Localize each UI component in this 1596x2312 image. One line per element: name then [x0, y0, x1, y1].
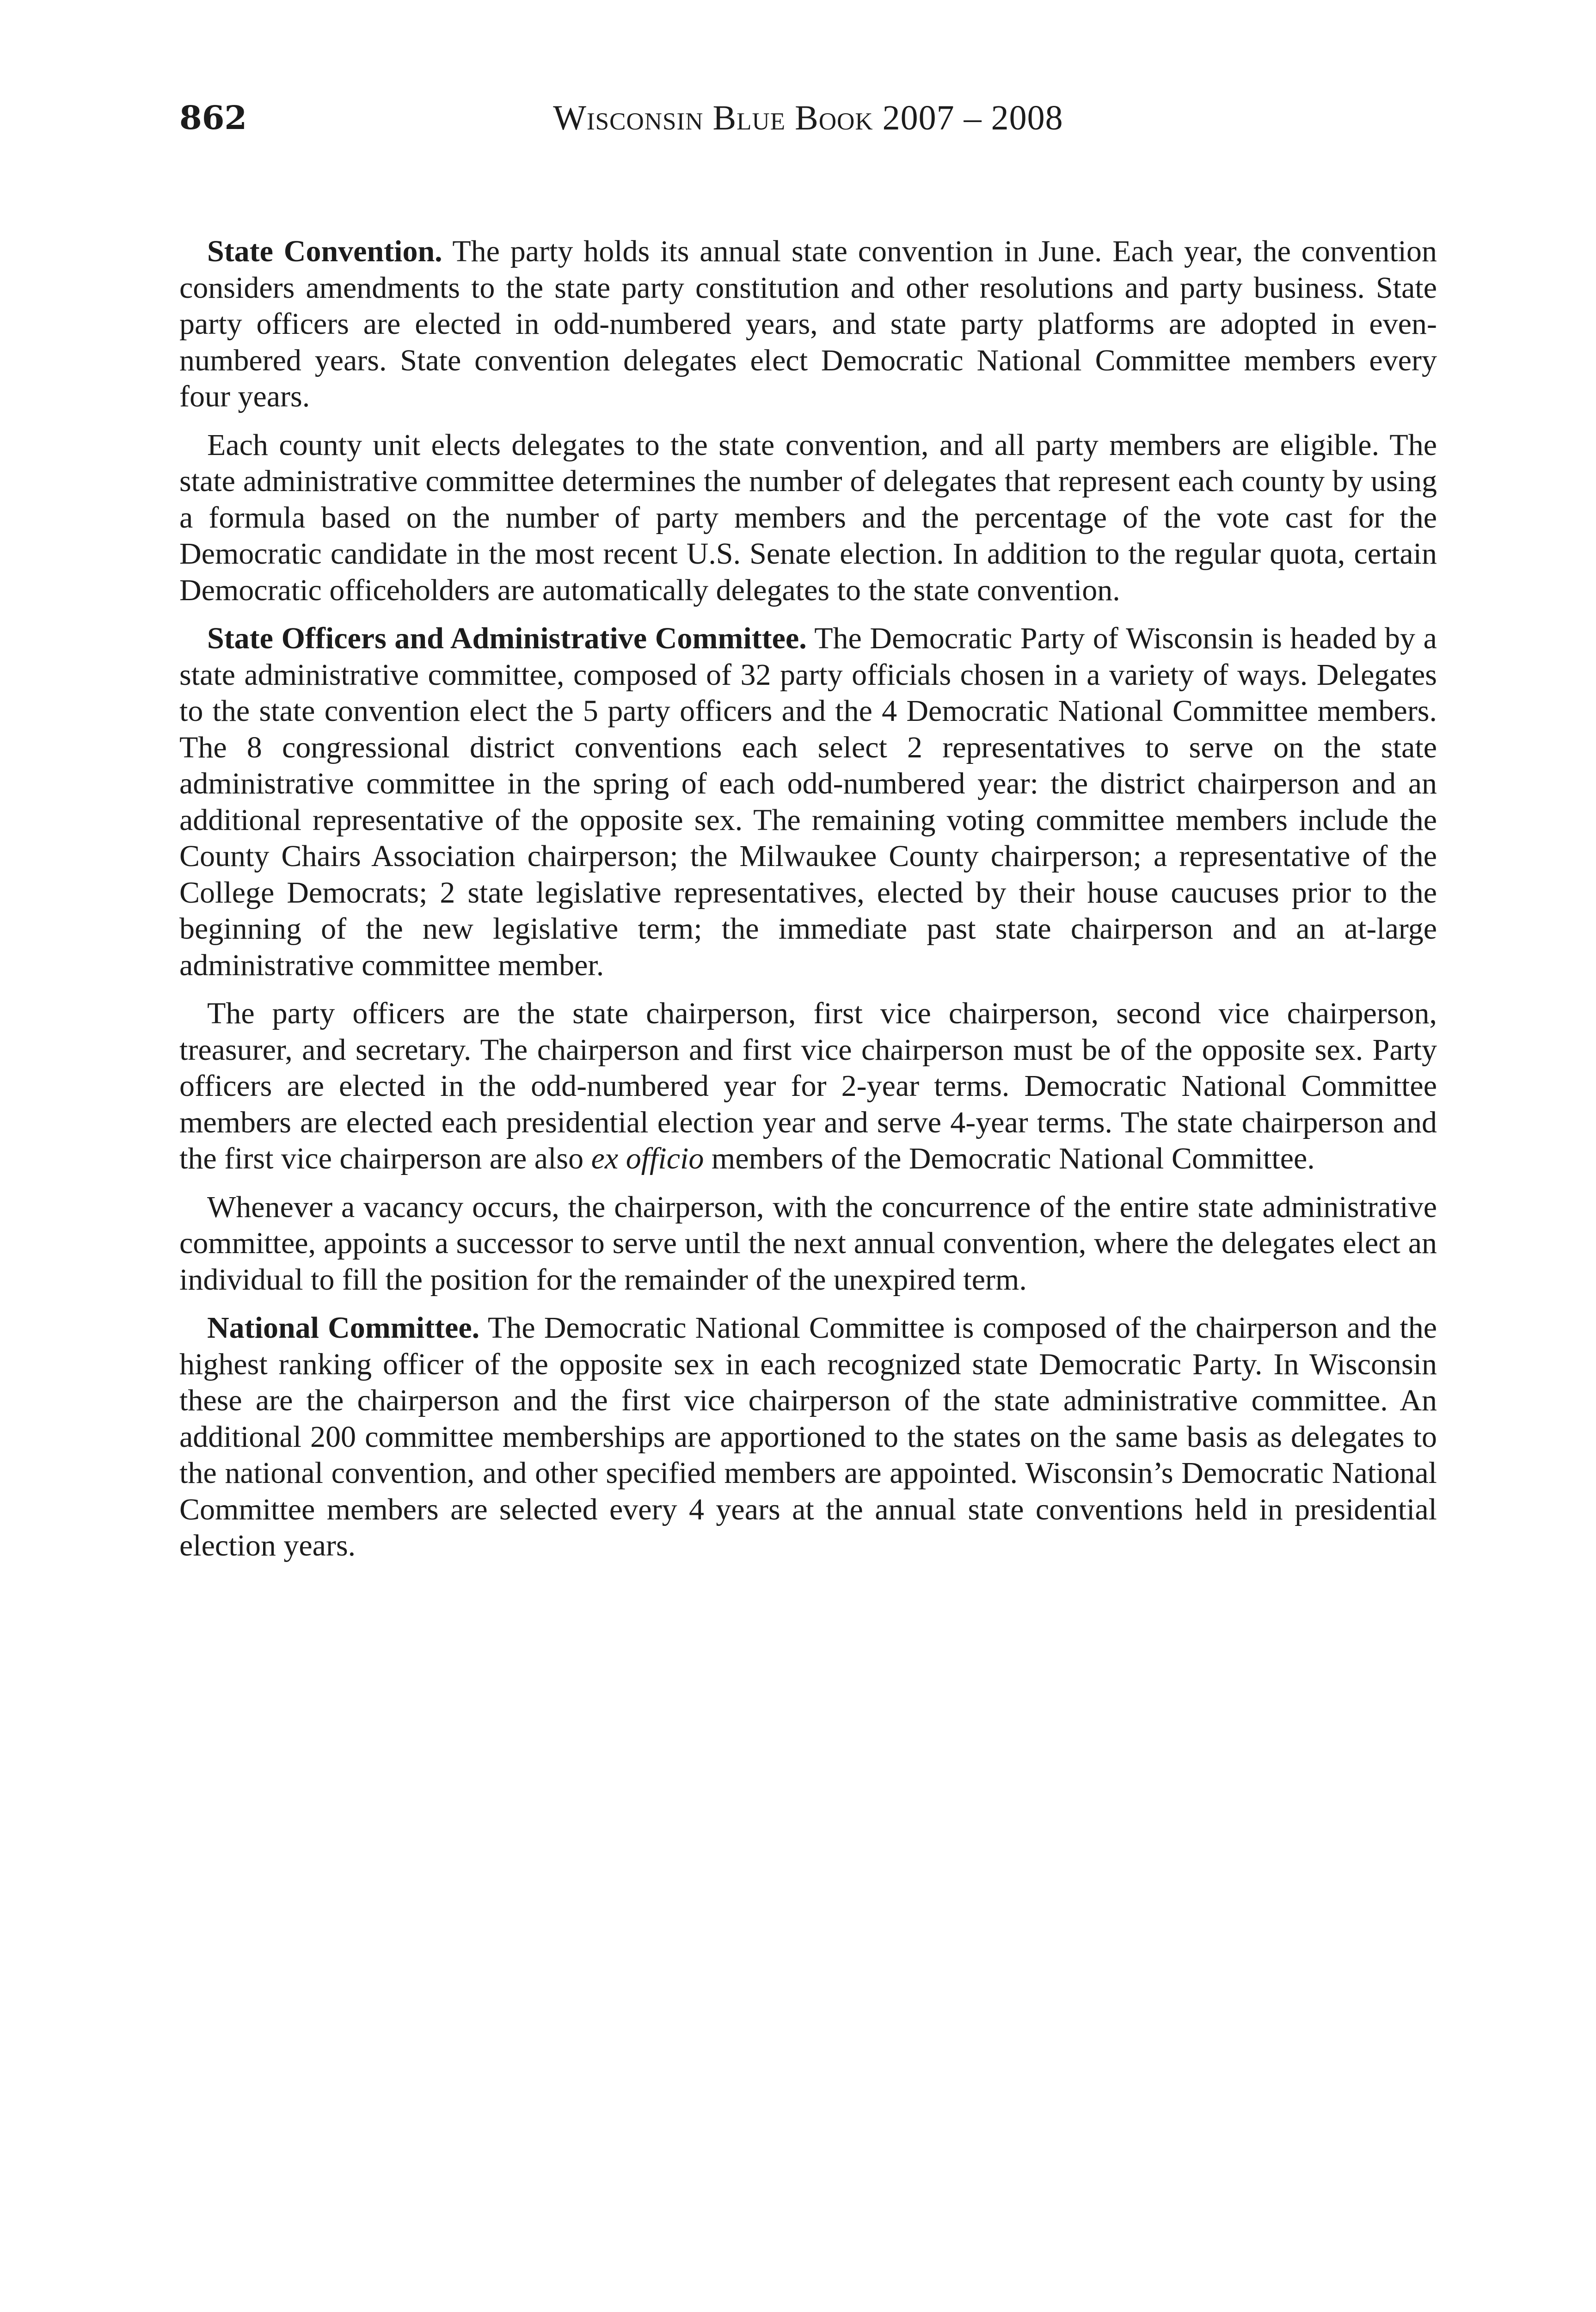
book-title: Wisconsin Blue Book 2007 – 2008: [553, 98, 1063, 137]
state-officers-paragraph: [179, 621, 1437, 984]
national-committee-paragraph: [179, 1310, 1437, 1564]
page-body: [179, 234, 1437, 1576]
party-officers-paragraph: [179, 996, 1437, 1177]
state-convention-heading: State Convention.: [207, 234, 442, 268]
state-convention-text: The party holds its annual state convention in June. Each year, the convention considers amendments to the state party constitution and other resolutions and party business. State party officers are elected in odd-numbered years, and state party platforms are adopted in even-numbered years. State convention delegates elect Democratic National Committee members every four years.: [179, 234, 1437, 413]
state-officers-text: The Democratic Party of Wisconsin is headed by a state administrative committee, composed of 32 party officials chosen in a variety of ways. Delegates to the state convention elect the 5 party officers and the 4 Democratic National Committee members. The 8 congressional district conventions each select 2 representatives to serve on the state administrative committee in the spring of each odd-numbered year: the district chairperson and an additional representative of the opposite sex. The remaining voting committee members include the County Chairs Association chairperson; the Milwaukee County chairperson; a representative of the College Democrats; 2 state legislative representatives, elected by their house caucuses prior to the beginning of the new legislative term; the immediate past state chairperson and an at-large administrative committee member.: [179, 621, 1437, 982]
vacancy-text: Whenever a vacancy occurs, the chairperson, with the concurrence of the entire state administrative committee, appoints a successor to serve until the next annual convention, where the delegates elect an individual to fill the position for the remainder of the unexpired term.: [179, 1190, 1437, 1297]
national-committee-text: The Democratic National Committee is composed of the chairperson and the highest ranking officer of the opposite sex in each recognized state Democratic Party. In Wisconsin these are the chairperson and the first vice chairperson of the state administrative committee. An additional 200 committee memberships are apportioned to the states on the same basis as delegates to the national convention, and other specified members are appointed. Wisconsin’s Democratic National Committee members are selected every 4 years at the annual state conventions held in presidential election years.: [179, 1311, 1437, 1562]
national-committee-heading: National Committee.: [207, 1311, 480, 1345]
state-convention-paragraph: [179, 234, 1437, 415]
vacancy-paragraph: [179, 1189, 1437, 1298]
running-head: [179, 95, 1437, 141]
ex-officio-term: ex officio: [591, 1142, 704, 1175]
party-officers-text-before: The party officers are the state chairperson, first vice chairperson, second vice chairperson, treasurer, and secretary. The chairperson and first vice chairperson must be of the opposite sex. Party officers are elected in the odd-numbered year for 2-year terms. Democratic National Committee members are elected each presidential election year and serve 4-year terms. The state chairperson and the first vice chairperson are also: [179, 996, 1437, 1175]
party-officers-text-after: members of the Democratic National Committee.: [704, 1142, 1315, 1175]
state-officers-heading: State Officers and Administrative Committee.: [207, 621, 807, 655]
county-delegates-paragraph: [179, 427, 1437, 609]
county-delegates-text: Each county unit elects delegates to the state convention, and all party members are eligible. The state administrative committee determines the number of delegates that represent each county by using a formula based on the number of party members and the percentage of the vote cast for the Democratic candidate in the most recent U.S. Senate election. In addition to the regular quota, certain Democratic officeholders are automatically delegates to the state convention.: [179, 428, 1437, 607]
page-number: 862: [179, 98, 247, 137]
